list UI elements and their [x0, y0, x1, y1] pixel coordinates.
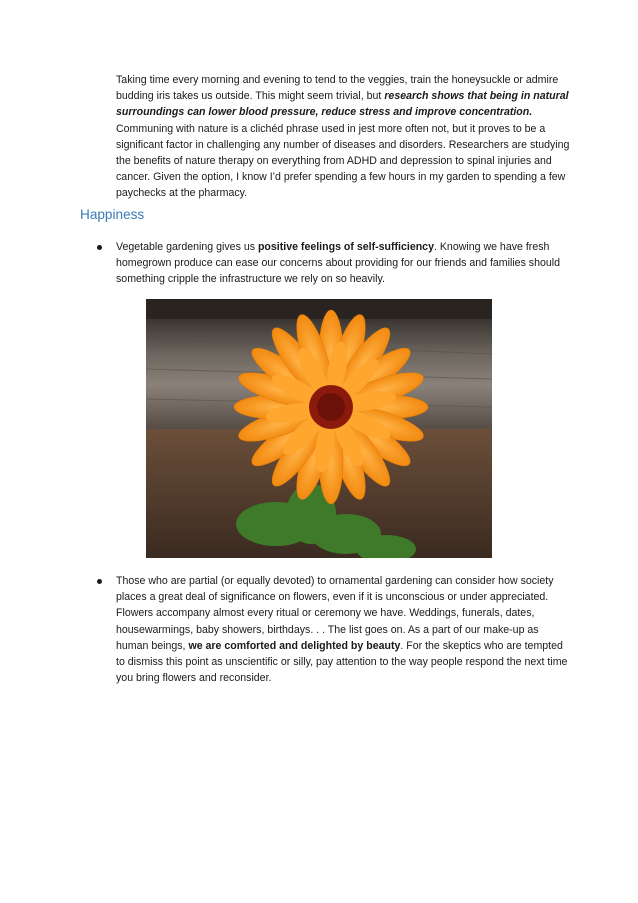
- intro-text-part1: Taking time every morning and evening to tend to the veggies, train the honeysuckle or admire budding iris takes us outside. This might seem trivial, but: [116, 74, 559, 103]
- bullet-item-1: [92, 239, 572, 288]
- intro-emphasis: research shows that being in natural surroundings can lower blood pressure, reduce stress and improve concentration.: [116, 90, 569, 119]
- orange-flower-image: [146, 299, 492, 558]
- bullet-2-text-before: Those who are partial (or equally devoted) to ornamental gardening can consider how society places a great deal of significance on flowers, even if it is unconscious or under appreciated. Flowers accompany almost every ritual or ceremony we have. Weddings, funerals, dates, housewarmings, baby showers, birthdays. . . The list goes on. As a part of our make-up as human beings,: [116, 575, 554, 652]
- bullet-2-bold: we are comforted and delighted by beauty: [188, 639, 401, 652]
- bullet-icon: [97, 245, 102, 250]
- bullet-text-1: [116, 239, 572, 288]
- bullet-1-text-after: . Knowing we have fresh homegrown produce can ease our concerns about providing for our friends and families should something cripple the infrastructure we rely on so heavily.: [116, 241, 561, 286]
- section-heading: Happiness: [80, 207, 145, 222]
- flower-photo: [146, 299, 492, 558]
- intro-paragraph: [116, 72, 570, 202]
- bullet-2-text-after: . For the skeptics who are tempted to dismiss this point as unscientific or silly, pay attention to the way people respond the next time you bring flowers and reconsider.: [116, 639, 568, 685]
- intro-text-part2: Communing with nature is a clichéd phrase used in jest more often not, but it proves to be a significant factor in challenging any number of diseases and disorders. Researchers are studying the benefits of nature therapy on everything from ADHD and depression to spinal injuries and cancer. Given the option, I know I’d prefer spending a few hours in my garden to spending a few paychecks at the pharmacy.: [116, 122, 570, 200]
- bullet-text-2: [116, 573, 572, 686]
- bullet-item-2: [92, 573, 572, 686]
- bullet-1-text-before: Vegetable gardening gives us: [116, 241, 258, 253]
- bullet-1-bold: positive feelings of self-sufficiency: [257, 241, 434, 253]
- bullet-icon: [97, 579, 102, 584]
